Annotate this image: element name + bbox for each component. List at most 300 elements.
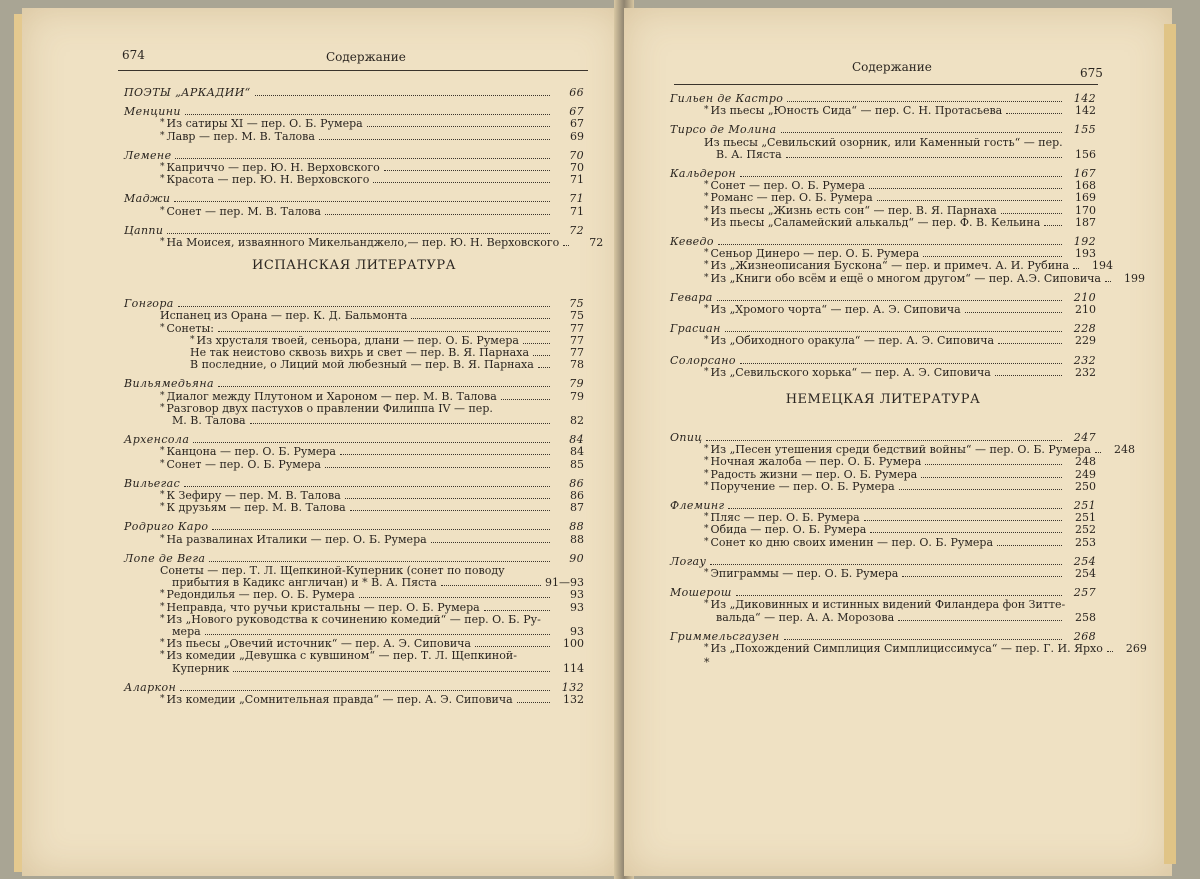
entry-text: В. А. Пяста: [716, 147, 782, 161]
work-entry: [704, 511, 1096, 524]
author-name: [670, 431, 702, 444]
entry-text: Из „Песен утешения среди бедствий войны“ — пер. О. Б. Румера: [710, 443, 1091, 457]
work-title: [704, 136, 1063, 149]
entry-text: Из пьесы „Овечий источник“ — пер. А. Э. Сиповича: [166, 637, 471, 651]
work-title: [704, 455, 921, 468]
asterisk-mark: *: [160, 390, 165, 401]
work-entry: [704, 303, 1096, 316]
author-entry: [124, 552, 584, 565]
author-entry: [124, 477, 584, 490]
entry-text: На развалинах Италики — пер. О. Б. Румера: [166, 532, 427, 546]
entry-text: Сонет — пер. М. В. Талова: [166, 204, 321, 218]
dot-leader: [411, 318, 550, 319]
section-title: НЕМЕЦКАЯ ЛИТЕРАТУРА: [785, 392, 981, 407]
asterisk-mark: *: [704, 568, 709, 578]
asterisk-mark: *: [704, 643, 709, 653]
asterisk-mark: *: [160, 118, 165, 129]
entry-text: Красота — пер. Ю. Н. Верховского: [166, 173, 370, 187]
work-entry: [160, 564, 584, 577]
dot-leader: [167, 233, 550, 234]
asterisk-mark: *: [160, 589, 165, 600]
asterisk-mark: *: [704, 599, 709, 610]
author-name: [670, 123, 777, 136]
asterisk-mark: *: [160, 446, 165, 457]
page-number: 250: [1075, 479, 1096, 493]
work-title: [704, 216, 1040, 229]
asterisk-mark: *: [160, 205, 165, 216]
dot-leader: [899, 489, 1062, 490]
work-entry: [160, 309, 584, 322]
work-title: [160, 117, 363, 130]
asterisk-mark: *: [704, 105, 709, 116]
left-header-rule: [118, 70, 588, 71]
entry-text: Из „Хромого чорта“ — пер. А. Э. Сиповича: [710, 303, 961, 316]
asterisk-mark: *: [704, 248, 709, 259]
page-number: 93: [570, 600, 584, 614]
author-name: [124, 192, 170, 205]
work-title: [160, 130, 315, 143]
entry-text: вальда“ — пер. А. А. Морозова: [716, 610, 895, 624]
work-title: [704, 179, 865, 192]
work-title: [172, 576, 437, 589]
dot-leader: [175, 158, 550, 159]
work-entry: [704, 136, 1096, 149]
work-title: [160, 322, 214, 335]
work-entry: [160, 637, 584, 650]
section-title: ИСПАНСКАЯ ЛИТЕРАТУРА: [252, 258, 456, 274]
work-entry: [704, 179, 1096, 192]
work-entry: [704, 259, 1114, 273]
page-number: 167: [1073, 167, 1096, 180]
page-number: 71: [570, 173, 584, 187]
dot-leader: [212, 529, 550, 530]
entry-text: Гриммельсгаузен: [670, 629, 780, 643]
dot-leader: [1107, 651, 1113, 652]
page-number: 187: [1075, 215, 1096, 229]
work-entry: [160, 445, 584, 458]
entry-text: Флеминг: [670, 499, 725, 512]
dot-leader: [728, 508, 1062, 509]
dot-leader: [484, 610, 550, 611]
author-entry: [124, 377, 584, 390]
work-entry: [172, 414, 584, 427]
entry-text: Эпиграммы — пер. О. Б. Румера: [710, 567, 899, 580]
dot-leader: [501, 399, 550, 400]
entry-text: Канцона — пер. О. Б. Румера: [166, 445, 336, 459]
asterisk-mark: *: [704, 536, 709, 547]
author-entry: [124, 297, 584, 310]
page-number: 142: [1073, 92, 1096, 105]
dot-leader: [185, 114, 550, 115]
work-entry: [704, 334, 1096, 347]
dot-leader: [1006, 113, 1062, 114]
entry-text: Ночная жалоба — пер. О. Б. Румера: [710, 455, 922, 469]
work-title: [160, 236, 559, 249]
asterisk-mark: *: [160, 458, 165, 469]
author-name: [670, 555, 706, 568]
page-number: 254: [1073, 554, 1096, 568]
page-number: 248: [1113, 443, 1135, 457]
entry-text: М. В. Талова: [172, 414, 246, 427]
page-number: 252: [1075, 523, 1096, 537]
entry-text: Из пьесы „Саламейский алькальд“ — пер. Ф. В. Кельина: [710, 215, 1041, 229]
entry-text: Не так неистово сквозь вихрь и свет — пер. В. Я. Парнаха: [190, 346, 530, 359]
work-title: [704, 204, 997, 217]
author-entry: [124, 520, 584, 533]
entry-text: Кальдерон: [670, 167, 737, 180]
entry-text: Неправда, что ручьи кристальны — пер. О. Б. Румера: [166, 600, 480, 614]
entry-text: К друзьям — пер. М. В. Талова: [166, 501, 346, 515]
author-name: [124, 86, 251, 99]
page-number: 156: [1075, 147, 1096, 161]
dot-leader: [180, 690, 550, 691]
page-number: 232: [1073, 353, 1096, 367]
work-entry: [704, 443, 1135, 457]
entry-text: Из комедии „Девушка с кувшином“ — пер. Т. Л. Щепкиной-: [166, 649, 517, 663]
page-number: 170: [1075, 203, 1096, 217]
asterisk-mark: *: [160, 130, 165, 141]
dot-leader: [255, 95, 550, 96]
entry-text: Опиц: [670, 431, 703, 444]
page-number: 66: [569, 86, 584, 99]
entry-text: Разговор двух пастухов о правлении Филиппа IV — пер.: [166, 401, 493, 415]
author-entry: [124, 433, 584, 446]
work-entry: [172, 662, 584, 675]
work-title: [160, 489, 341, 502]
author-name: [670, 630, 780, 643]
dot-leader: [233, 671, 550, 672]
author-entry: [670, 630, 1096, 643]
dot-leader: [345, 498, 550, 499]
entry-text: Из сатиры XI — пер. О. Б. Румера: [166, 117, 363, 131]
page-number: 251: [1075, 511, 1096, 525]
dot-leader: [787, 101, 1062, 102]
author-entry: [124, 681, 584, 694]
page-number: 78: [570, 358, 584, 372]
right-header-rule: [674, 84, 1098, 85]
page-number: 248: [1075, 455, 1096, 469]
work-title: [716, 611, 894, 624]
author-entry: [670, 167, 1096, 180]
work-title: [160, 402, 493, 415]
work-title: [716, 148, 782, 161]
work-title: [704, 511, 860, 524]
author-entry: [670, 354, 1096, 367]
asterisk-mark: *: [704, 512, 709, 523]
entry-text: Куперник: [172, 661, 230, 675]
dot-leader: [736, 595, 1062, 596]
page-number: 72: [589, 236, 604, 249]
page-number: 132: [561, 680, 584, 694]
author-entry: [670, 235, 1096, 248]
dot-leader: [1044, 225, 1062, 226]
page-number: 84: [569, 433, 584, 447]
asterisk-mark: *: [160, 502, 165, 513]
dot-leader: [725, 331, 1062, 332]
dot-leader: [923, 256, 1062, 257]
dot-leader: [998, 343, 1062, 344]
asterisk-mark: *: [160, 174, 165, 185]
page-number: 72: [569, 223, 584, 237]
page-number: 169: [1075, 191, 1096, 205]
author-entry: [670, 322, 1096, 335]
entry-text: Сонеты — пер. Т. Л. Щепкиной-Куперник (сонет по поводу: [160, 564, 505, 577]
entry-text: Из пьесы „Жизнь есть сон“ — пер. В. Я. Парнаха: [710, 203, 997, 217]
work-entry: [172, 625, 584, 638]
page-number: 85: [570, 457, 584, 471]
author-entry: [670, 291, 1096, 304]
page-number: 75: [570, 309, 584, 323]
entry-text: Из „Жизнеописания Бускона“ — пер. и примеч. А. И. Рубина: [710, 259, 1070, 273]
page-number: 71: [569, 192, 584, 206]
asterisk-mark: *: [160, 650, 165, 661]
asterisk-mark: *: [704, 524, 709, 535]
page-number: 232: [1075, 365, 1096, 379]
page-number: 132: [563, 693, 584, 706]
page-number: 79: [569, 377, 584, 391]
entry-text: Из пьесы „Юность Сида“ — пер. С. Н. Протасьева: [710, 104, 1003, 118]
work-title: [172, 662, 229, 675]
work-entry: [160, 322, 584, 335]
work-title: [160, 649, 517, 662]
page-number: 114: [563, 661, 584, 675]
dot-leader: [995, 375, 1062, 376]
author-name: [124, 149, 171, 162]
dot-leader: [717, 300, 1062, 301]
author-name: [670, 586, 732, 599]
dot-leader: [786, 157, 1062, 158]
work-entry: [704, 455, 1096, 468]
dot-leader: [205, 634, 550, 635]
work-entry: [704, 523, 1096, 536]
dot-leader: [706, 440, 1062, 441]
left-page-number: 674: [122, 48, 145, 62]
dot-leader: [740, 176, 1062, 177]
work-title: [172, 414, 246, 427]
page-number: 88: [570, 532, 584, 546]
dot-leader: [870, 532, 1062, 533]
entry-text: Гевара: [670, 290, 713, 304]
work-entry: [704, 536, 1096, 549]
dot-leader: [209, 561, 550, 562]
work-entry: [172, 576, 584, 589]
page-number: 75: [569, 297, 584, 311]
work-entry: [704, 598, 1096, 611]
page-number: 84: [570, 445, 584, 459]
work-title: [704, 642, 1103, 655]
asterisk-mark: *: [160, 613, 165, 624]
page-number: 247: [1073, 431, 1096, 444]
entry-text: прибытия в Кадикс англичан) и * В. А. Пяста: [172, 576, 437, 590]
page-number: 70: [570, 161, 584, 174]
page-number: 70: [569, 148, 584, 162]
work-title: [160, 205, 321, 218]
work-entry: [160, 601, 584, 614]
entry-text: Из комедии „Сомнительная правда“ — пер. А. Э. Сиповича: [166, 693, 513, 706]
asterisk-mark: *: [704, 468, 709, 479]
work-title: [160, 445, 336, 458]
work-title: [160, 161, 380, 174]
entry-text: Гонгора: [124, 297, 174, 311]
entry-text: Из „Севильского хорька“ — пер. А. Э. Сиповича: [710, 365, 991, 379]
dot-leader: [475, 646, 550, 647]
dot-leader: [517, 702, 550, 703]
dot-leader: [319, 139, 550, 140]
page-number: 194: [1092, 259, 1114, 273]
work-title: [190, 358, 534, 371]
entry-text: Родриго Каро: [124, 520, 209, 534]
entry-text: Сеньор Динеро — пер. О. Б. Румера: [710, 247, 920, 261]
author-name: [124, 681, 176, 694]
dot-leader: [997, 545, 1062, 546]
right-page-edge: [1164, 24, 1176, 864]
page-number: 93: [570, 588, 584, 602]
page-number: 254: [1075, 567, 1096, 580]
dot-leader: [965, 312, 1062, 313]
author-entry: [124, 105, 584, 118]
author-name: [670, 322, 721, 335]
work-entry: [704, 204, 1096, 217]
entry-text: Цаппи: [124, 223, 164, 237]
entry-text: Гильен де Кастро: [670, 92, 784, 105]
page-number: 142: [1075, 104, 1096, 118]
work-title: [704, 191, 873, 204]
work-entry: [704, 642, 1147, 655]
footnote-mark: *: [704, 656, 710, 670]
page-number: 86: [569, 476, 584, 490]
entry-text: Менцини: [124, 105, 181, 119]
work-title: [160, 501, 346, 514]
author-name: [670, 92, 783, 105]
author-name: [124, 552, 205, 565]
work-title: [704, 468, 917, 481]
page-number: 251: [1073, 499, 1096, 512]
work-entry: [160, 130, 584, 143]
entry-text: Вильегас: [124, 476, 181, 490]
entry-text: Радость жизни — пер. О. Б. Румера: [710, 467, 918, 481]
asterisk-mark: *: [160, 638, 165, 649]
dot-leader: [218, 386, 550, 387]
work-entry: [160, 458, 584, 471]
asterisk-mark: *: [704, 180, 709, 191]
entry-text: Вильямедьяна: [124, 377, 214, 391]
asterisk-mark: *: [704, 192, 709, 203]
work-entry: [160, 501, 584, 514]
work-entry: [160, 390, 584, 403]
entry-text: Лавр — пер. М. В. Талова: [166, 129, 315, 143]
asterisk-mark: *: [704, 272, 709, 283]
page-number: 257: [1073, 586, 1096, 600]
dot-leader: [523, 343, 550, 344]
page-number: 77: [570, 333, 584, 347]
page-number: 253: [1075, 535, 1096, 549]
work-entry: [160, 402, 584, 415]
page-number: 268: [1073, 629, 1096, 643]
work-title: [160, 693, 513, 706]
work-entry: [190, 358, 584, 371]
work-title: [160, 458, 321, 471]
work-entry: [704, 366, 1096, 379]
asterisk-mark: *: [704, 480, 709, 491]
entry-text: Маджи: [124, 192, 171, 206]
entry-text: Тирсо де Молина: [670, 123, 777, 137]
work-entry: [160, 693, 584, 706]
entry-text: Из хрусталя твоей, сеньора, длани — пер. О. Б. Румера: [196, 333, 519, 347]
dot-leader: [340, 454, 550, 455]
author-name: [124, 433, 189, 446]
work-title: [160, 533, 427, 546]
asterisk-mark: *: [160, 490, 165, 500]
asterisk-mark: *: [704, 456, 709, 467]
entry-text: Пляс — пер. О. Б. Румера: [710, 511, 860, 525]
author-entry: [670, 92, 1096, 105]
work-entry: [160, 236, 604, 249]
dot-leader: [898, 620, 1062, 621]
work-entry: [160, 613, 584, 626]
page-number: 269: [1125, 642, 1147, 655]
entry-text: Лопе де Вега: [124, 551, 206, 565]
work-title: [160, 637, 471, 650]
dot-leader: [325, 467, 550, 468]
left-running-head: Содержание: [326, 50, 406, 64]
author-entry: [670, 431, 1096, 444]
entry-text: Сонет ко дню своих именин — пер. О. Б. Румера: [710, 535, 994, 549]
work-title: [704, 247, 919, 260]
page-number: 79: [570, 389, 584, 403]
work-title: [160, 601, 480, 614]
author-name: [124, 520, 208, 533]
work-title: [160, 173, 369, 186]
dot-leader: [1095, 452, 1101, 453]
author-name: [124, 105, 181, 118]
author-entry: [124, 224, 584, 237]
entry-text: Редондилья — пер. О. Б. Румера: [166, 588, 355, 602]
dot-leader: [563, 245, 569, 246]
entry-text: ПОЭТЫ „АРКАДИИ“: [124, 86, 251, 99]
entry-text: Сонет — пер. О. Б. Румера: [710, 179, 865, 193]
dot-leader: [384, 170, 550, 171]
entry-text: В последние, о Лиций мой любезный — пер. В. Я. Парнаха: [190, 358, 534, 372]
dot-leader: [718, 244, 1062, 245]
entry-text: Обида — пер. О. Б. Румера: [710, 523, 867, 537]
page-number: 93: [570, 625, 584, 638]
dot-leader: [784, 639, 1062, 640]
work-entry: [160, 173, 584, 186]
work-title: [704, 303, 961, 316]
author-name: [670, 167, 736, 180]
dot-leader: [359, 597, 550, 598]
entry-text: мера: [172, 625, 201, 638]
page-number: 168: [1075, 179, 1096, 193]
work-entry: [160, 649, 584, 662]
author-name: [670, 291, 713, 304]
work-entry: [704, 480, 1096, 493]
work-entry: [160, 588, 584, 601]
entry-text: Из „Нового руководства к сочинению комедий“ — пер. О. Б. Ру-: [166, 612, 541, 626]
page-number: 67: [569, 105, 584, 119]
dot-leader: [250, 423, 550, 424]
asterisk-mark: *: [160, 237, 165, 247]
dot-leader: [218, 331, 550, 332]
author-entry: [124, 192, 584, 205]
author-name: [124, 477, 180, 490]
work-title: [704, 598, 1065, 611]
page-number: 87: [570, 501, 584, 515]
page-number: 192: [1073, 235, 1096, 248]
work-entry: [704, 104, 1096, 117]
work-entry: [160, 489, 584, 502]
entry-text: Каприччо — пер. Ю. Н. Верховского: [166, 161, 380, 174]
